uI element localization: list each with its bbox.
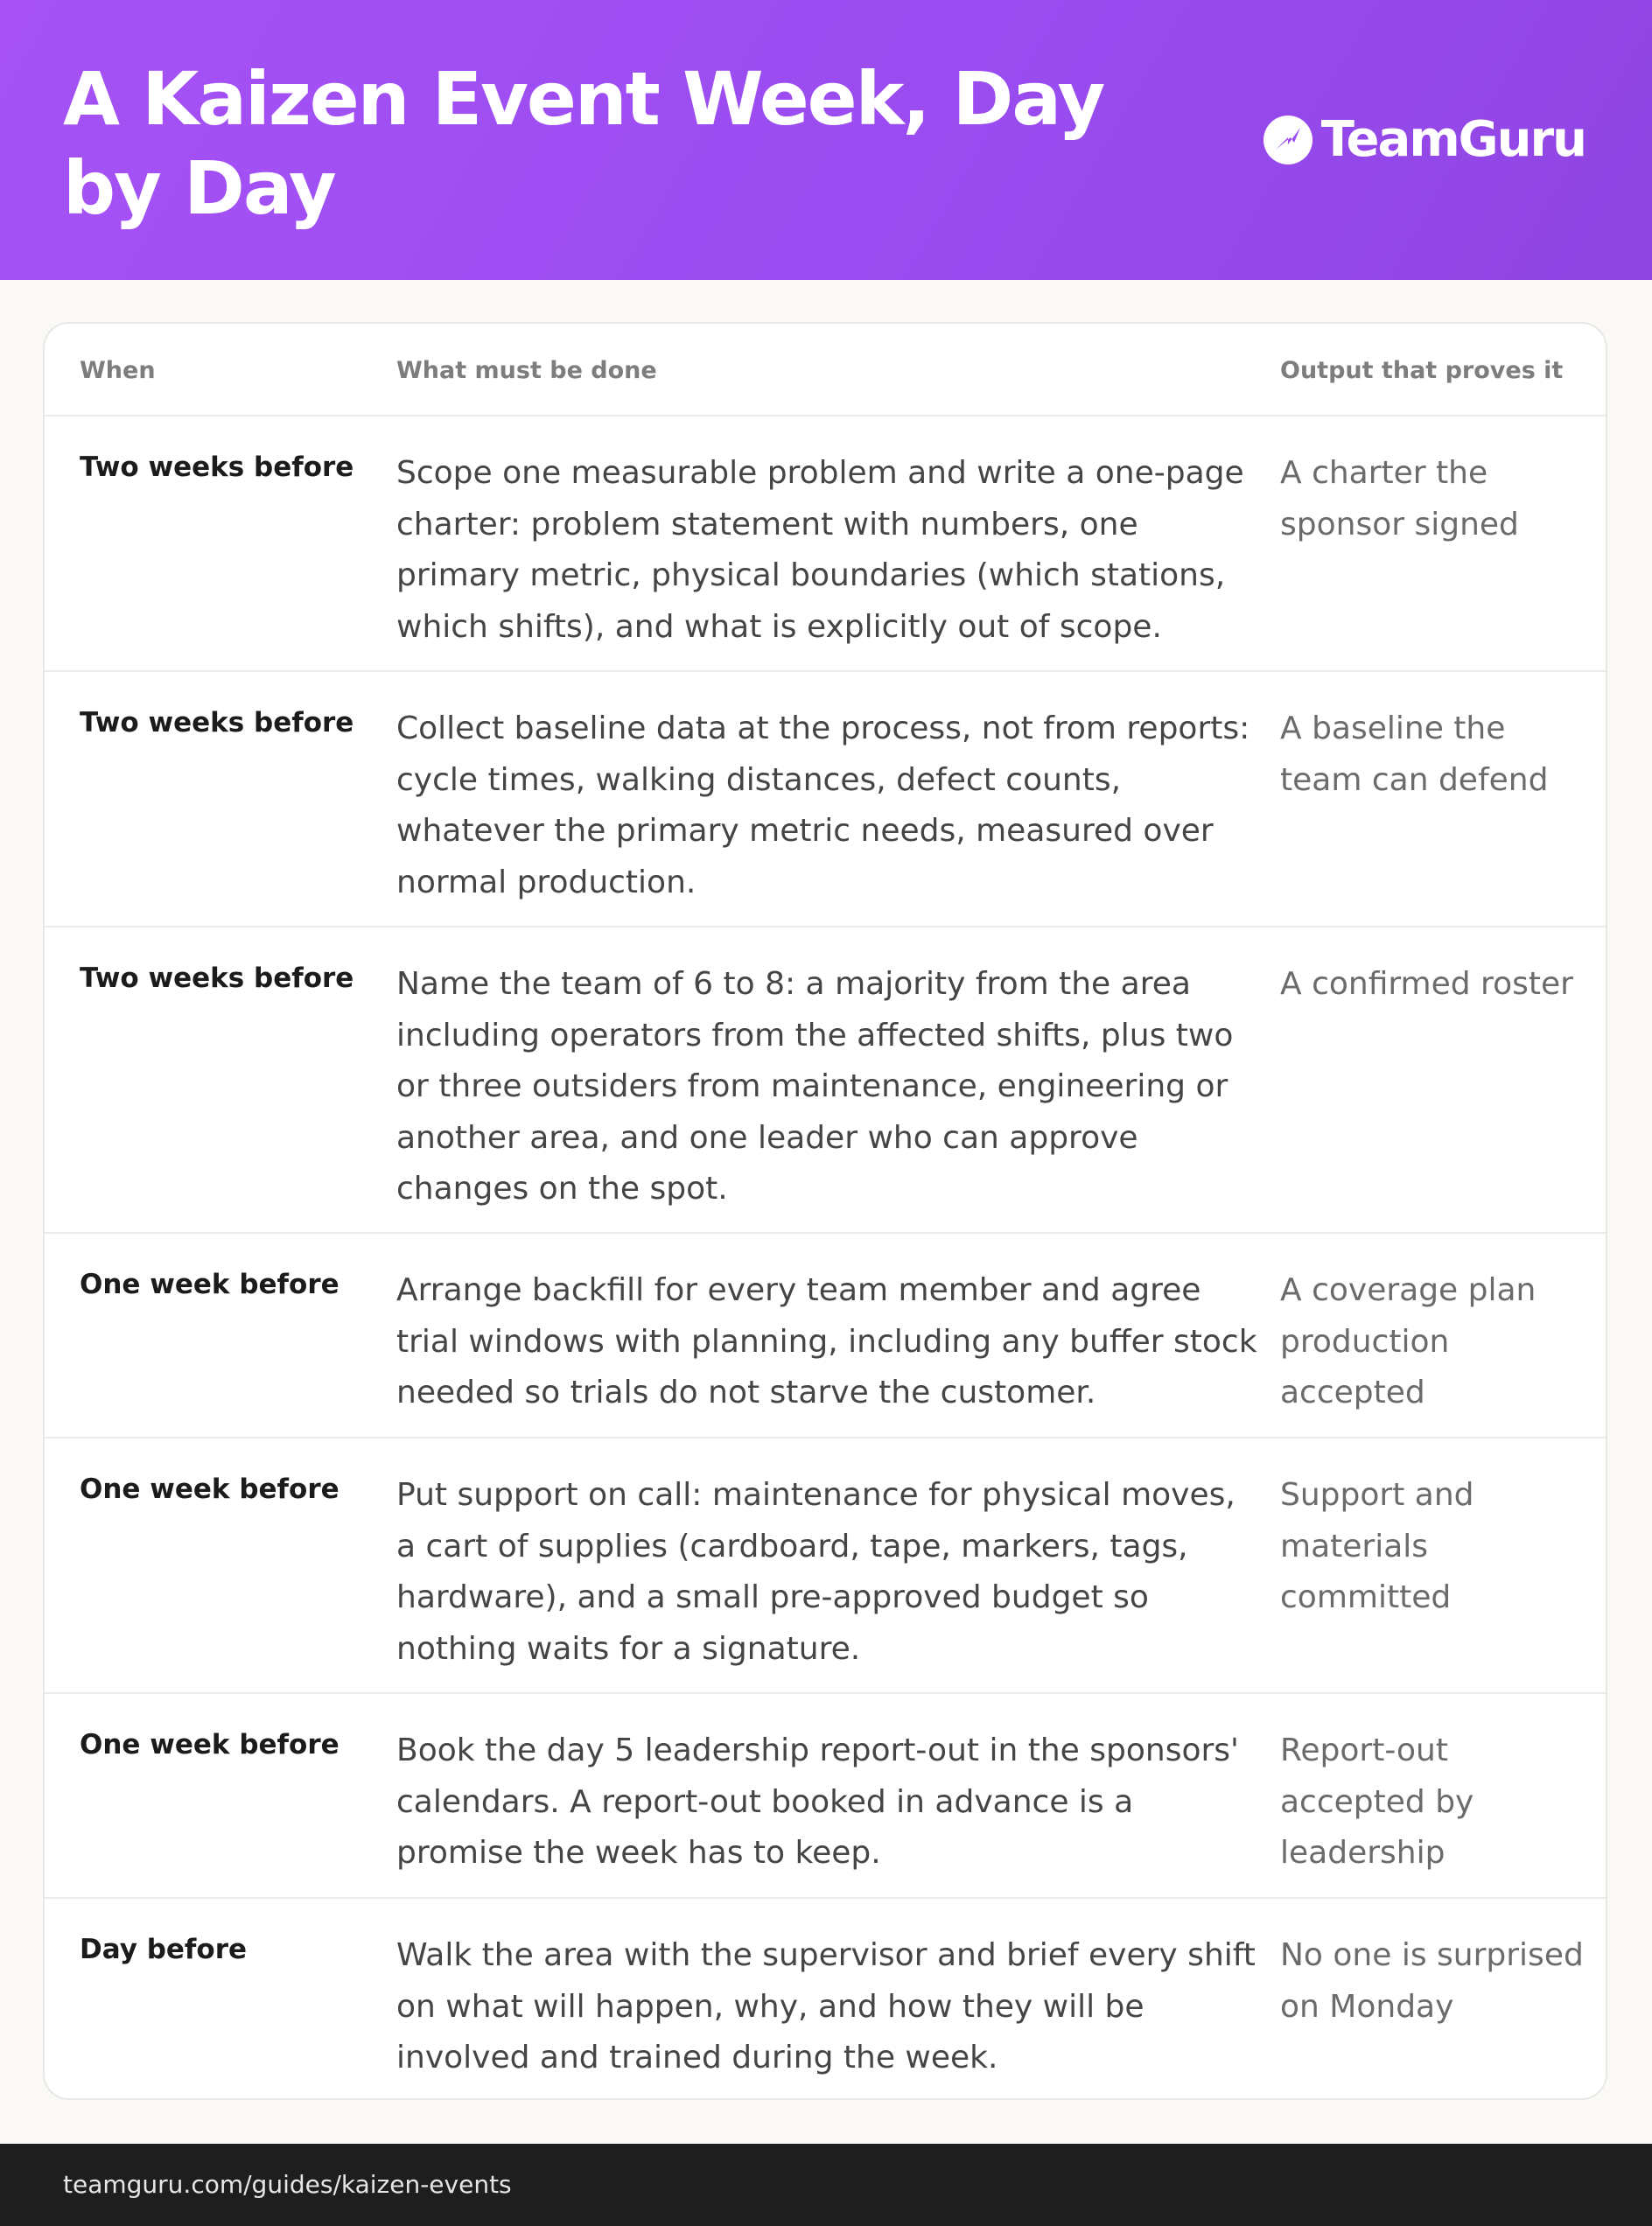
- row-task: Scope one measurable problem and write a one-page charter: problem statement with numbers, one primary metric, physical boundaries (which stations, which shifts), and what is explicitly out of scope.: [396, 455, 1244, 645]
- row-output: Report-out accepted by leadership: [1280, 1732, 1474, 1871]
- row-when: Day before: [80, 1934, 248, 1965]
- row-task: Name the team of 6 to 8: a majority from the area including operators from the affected shifts, plus two or three outsiders from maintenance, engineering or another area, and one leader who can approve changes on the spot.: [396, 966, 1234, 1207]
- table-row: [45, 672, 1606, 928]
- footer-url: teamguru.com/guides/kaizen-events: [63, 2170, 512, 2199]
- table-row: [45, 1438, 1606, 1694]
- row-when: One week before: [80, 1269, 340, 1300]
- table-row: [45, 1694, 1606, 1899]
- column-header-when: When: [80, 357, 156, 384]
- row-task: Book the day 5 leadership report-out in the sponsors' calendars. A report-out booked in advance is a promise the week has to keep.: [396, 1732, 1239, 1871]
- row-when: Two weeks before: [80, 452, 354, 483]
- row-output: A coverage plan production accepted: [1280, 1272, 1536, 1410]
- row-output: A confirmed roster: [1280, 966, 1573, 1002]
- brand-name: TeamGuru: [1320, 111, 1586, 168]
- table-row: [45, 416, 1606, 672]
- column-header-task: What must be done: [396, 357, 657, 384]
- row-when: Two weeks before: [80, 962, 354, 994]
- schedule-table: [43, 322, 1607, 2100]
- row-output: A baseline the team can defend: [1280, 710, 1549, 798]
- table-row: [45, 928, 1606, 1234]
- row-task: Put support on call: maintenance for physical moves, a cart of supplies (cardboard, tape, markers, tags, hardware), and a small pre-approved budget so nothing waits for a signature.: [396, 1477, 1236, 1667]
- row-when: One week before: [80, 1474, 340, 1505]
- table-header: [45, 324, 1606, 416]
- table-row: [45, 1234, 1606, 1438]
- row-task: Collect baseline data at the process, not from reports: cycle times, walking distances, defect counts, whatever the primary metric needs, measured over normal production.: [396, 710, 1250, 900]
- row-output: No one is surprised on Monday: [1280, 1937, 1584, 2025]
- brand-logo: [1262, 112, 1586, 168]
- row-output: A charter the sponsor signed: [1280, 455, 1519, 542]
- table-row: [45, 1899, 1606, 2100]
- header-banner: [0, 0, 1652, 280]
- rocket-icon: [1262, 114, 1314, 166]
- row-task: Walk the area with the supervisor and brief every shift on what will happen, why, and how they will be involved and trained during the week.: [396, 1937, 1256, 2076]
- footer-bar: [0, 2144, 1652, 2226]
- column-header-output: Output that proves it: [1280, 357, 1564, 384]
- row-task: Arrange backfill for every team member and agree trial windows with planning, including any buffer stock needed so trials do not starve the customer.: [396, 1272, 1257, 1410]
- row-when: One week before: [80, 1729, 340, 1760]
- row-output: Support and materials committed: [1280, 1477, 1474, 1615]
- row-when: Two weeks before: [80, 707, 354, 738]
- page-title: A Kaizen Event Week, Day by Day: [63, 56, 1104, 231]
